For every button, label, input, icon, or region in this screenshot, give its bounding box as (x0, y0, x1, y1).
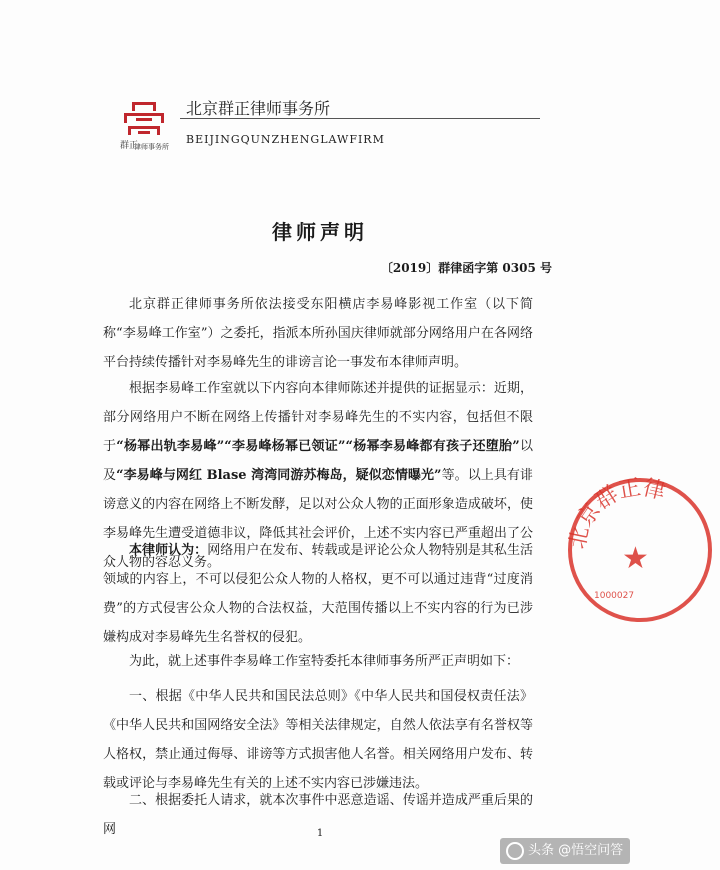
firm-name-en: BEIJINGQUNZHENGLAWFIRM (186, 133, 385, 146)
header-divider (180, 118, 540, 119)
svg-text:北京群正律: 北京群正律 (565, 475, 668, 552)
wukong-icon (506, 842, 524, 860)
firm-name-cn: 北京群正律师事务所 (186, 99, 331, 118)
rumor-list-2: “李易峰与网红 Blase 湾湾同游苏梅岛，疑似恋情曝光” (116, 468, 442, 483)
svg-text:群正: 群正 (120, 141, 139, 151)
evidence-conclusion: 等。以上具有诽谤意义的内容在网络上不断发酵，足以对公众人物的正面形象造成破坏，使李易峰先生遭受道德非议，降低其社会评价，上述不实内容已严重超出了公众人物的容忍义务。 (103, 468, 533, 570)
paragraph-item-2: 二、根据委托人请求，就本次事件中恶意造谣、传谣并造成严重后果的网 (103, 793, 533, 837)
paragraph-item-1: 一、根据《中华人民共和国民法总则》《中华人民共和国侵权责任法》《中华人民共和国网络安全法》等相关法律规定，自然人依法享有名誉权等人格权，禁止通过侮辱、诽谤等方式损害他人名誉。相关网络用户发布、转载或评论与李易峰先生有关的上述不实内容已涉嫌违法。 (103, 689, 533, 791)
page-number: 1 (316, 828, 324, 839)
rumor-list-1: “杨幂出轨李易峰”“李易峰杨幂已领证”“杨幂李易峰都有孩子还堕胎” (116, 439, 520, 454)
opinion-text: 网络用户在发布、转载或是评论公众人物特别是其私生活领域的内容上，不可以侵犯公众人物的人格权，更不可以通过违背“过度消费”的方式侵害公众人物的合法权益，大范围传播以上不实内容的行为已涉嫌构成对李易峰先生名誉权的侵犯。 (103, 543, 533, 645)
evidence-connector: 以及 (103, 439, 533, 483)
document-number: 〔2019〕群律函字第 0305 号 (380, 261, 552, 275)
svg-text:1000027: 1000027 (594, 591, 635, 601)
toutiao-watermark (500, 838, 630, 864)
paragraph-opinion (103, 536, 533, 652)
document-title: 律师声明 (272, 220, 368, 244)
svg-text:★: ★ (622, 541, 649, 576)
logo-subtitle: 律师事务所 (134, 143, 169, 151)
paragraph-intro: 北京群正律师事务所依法接受东阳横店李易峰影视工作室（以下简称“李易峰工作室”）之委托，指派本所孙国庆律师就部分网络用户在各网络平台持续传播针对李易峰先生的诽谤言论一事发布本律师声明。 (103, 297, 533, 370)
opinion-lead: 本律师认为： (129, 543, 208, 558)
evidence-text: 根据李易峰工作室就以下内容向本律师陈述并提供的证据显示：近期，部分网络用户不断在网络上传播针对李易峰先生的不实内容，包括但不限于 (103, 381, 533, 454)
paragraph-declaration: 为此，就上述事件李易峰工作室特委托本律师事务所严正声明如下： (129, 654, 520, 669)
watermark-text: 头条 @悟空问答 (528, 843, 624, 858)
official-seal (560, 470, 720, 630)
